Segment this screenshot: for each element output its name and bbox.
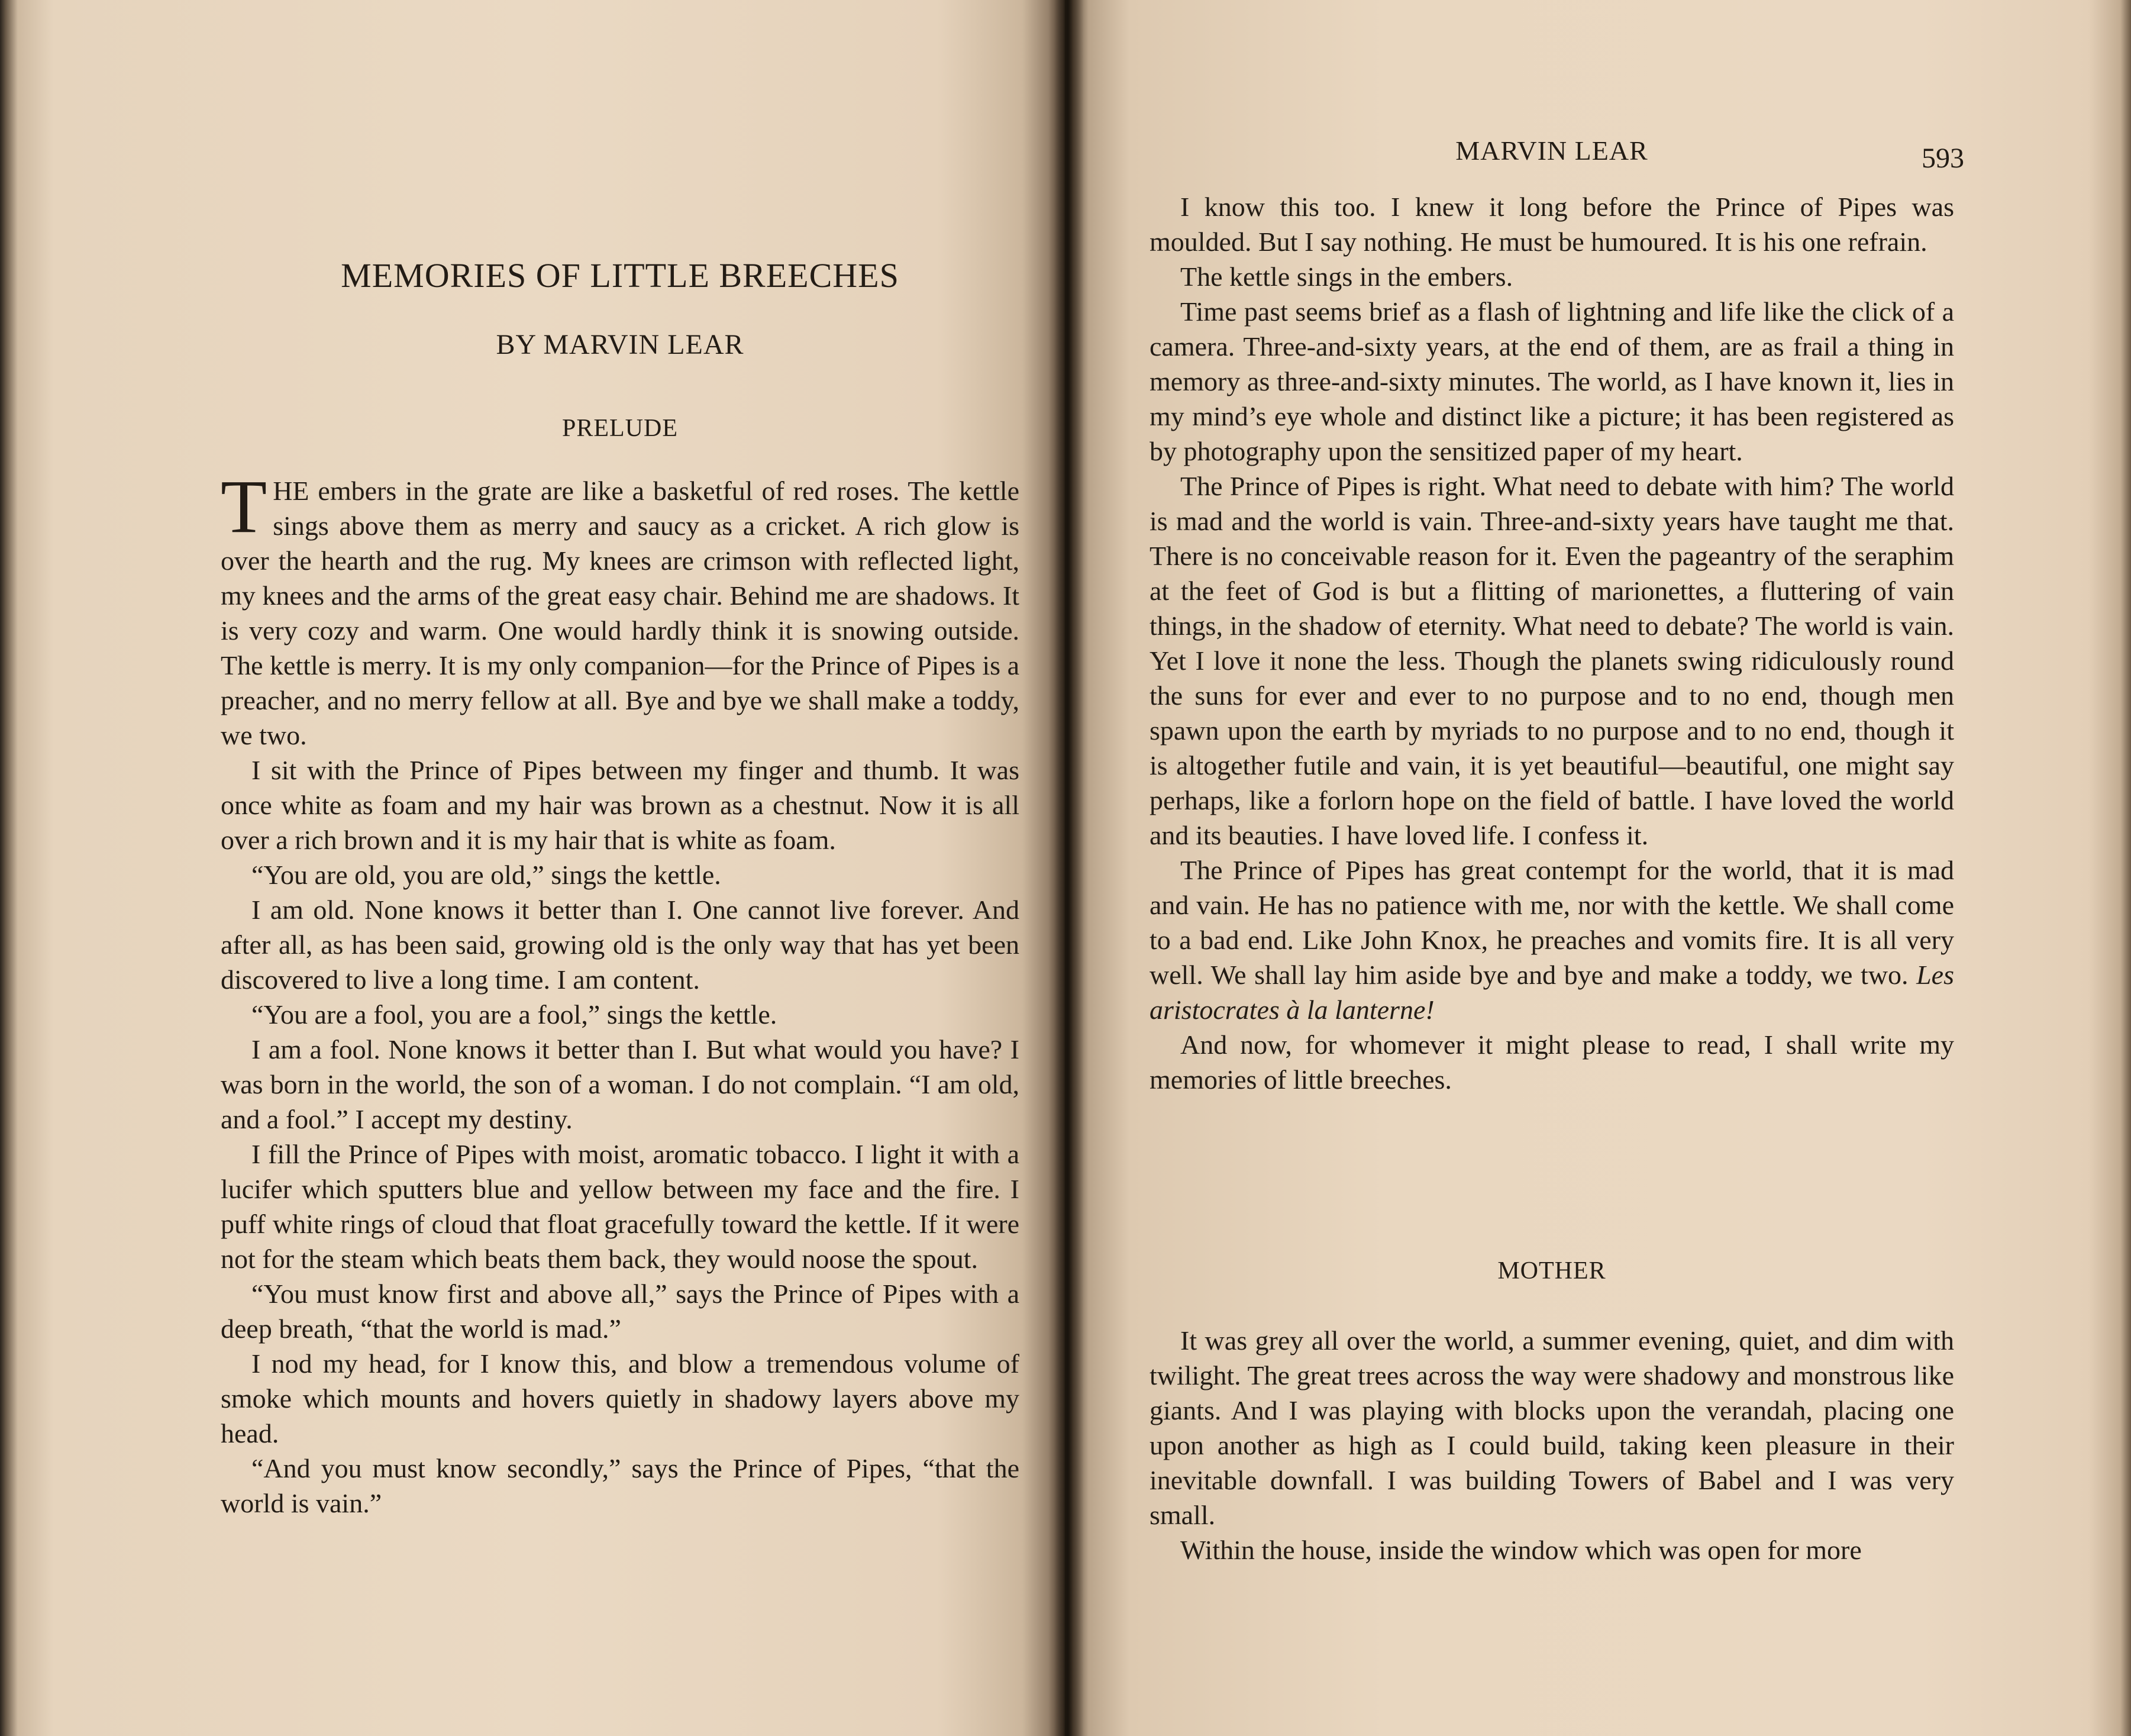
paragraph: “You are a fool, you are a fool,” sings the kettle. bbox=[251, 999, 777, 1030]
paragraph: I nod my head, for I know this, and blow a tremendous volume of smoke which mounts and hovers quietly in shadowy layers above my head. bbox=[221, 1348, 1019, 1448]
running-head: MARVIN LEAR bbox=[1455, 135, 1648, 166]
paragraph: Time past seems brief as a flash of lightning and life like the click of a camera. Three-and-sixty years, at the end of them, are as frail a thing in memory as three-and-sixty minutes. The world, as I have known it, lies in my mind’s eye whole and distinct like a picture; it has been registered as by photography upon the sensitized paper of my heart. bbox=[1150, 296, 1954, 466]
french-phrase: Les aristocrates à la lanterne! bbox=[1150, 960, 1954, 1025]
section-heading-mother: MOTHER bbox=[1497, 1257, 1606, 1285]
paragraph: “And you must know secondly,” says the Prince of Pipes, “that the world is vain.” bbox=[221, 1453, 1019, 1518]
left-text-column bbox=[221, 464, 1019, 1521]
paragraph: I sit with the Prince of Pipes between my finger and thumb. It was once white as foam and my hair was brown as a chestnut. Now it is all over a rich brown and it is my hair that is white as foam. bbox=[221, 755, 1019, 855]
paragraph: “You must know first and above all,” says the Prince of Pipes with a deep breath, “that the world is mad.” bbox=[221, 1279, 1019, 1344]
author-byline: BY MARVIN LEAR bbox=[496, 329, 744, 360]
section-heading-prelude: PRELUDE bbox=[562, 415, 678, 442]
left-page bbox=[0, 0, 1065, 1736]
paragraph: And now, for whomever it might please to read, I shall write my memories of little breeches. bbox=[1150, 1030, 1954, 1095]
paragraph: I am old. None knows it better than I. One cannot live forever. And after all, as has been said, growing old is the only way that has yet been discovered to live a long time. I am content. bbox=[221, 895, 1019, 995]
paragraph: The Prince of Pipes is right. What need to debate with him? The world is mad and the world is vain. Three-and-sixty years have taught me that. There is no conceivable reason for it. Even the pageantry of the seraphim at the feet of God is but a flitting of marionettes, a fluttering of vain things, in the shadow of eternity. What need to debate? The world is vain. Yet I love it none the less. Though the planets swing ridiculously round the suns for ever and ever to no purpose and to no end, though men spawn upon the earth by myriads to no purpose and to no end, though it is altogether futile and vain, it is yet beautiful—beautiful, one might say perhaps, like a forlorn hope on the field of battle. I have loved the world and its beauties. I have loved life. I confess it. bbox=[1150, 471, 1954, 850]
paragraph: “You are old, you are old,” sings the kettle. bbox=[251, 860, 721, 890]
paragraph-knox bbox=[1150, 853, 1954, 1027]
paragraph: It was grey all over the world, a summer evening, quiet, and dim with twilight. The great trees across the way were shadowy and monstrous like giants. And I was playing with blocks upon the verandah, placing one upon another as high as I could build, taking keen pleasure in their inevitable downfall. I was building Towers of Babel and I was very small. bbox=[1150, 1325, 1954, 1530]
paragraph: Within the house, inside the window which was open for more bbox=[1180, 1535, 1862, 1565]
paragraph: I am a fool. None knows it better than I. But what would you have? I was born in the world, the son of a woman. I do not complain. “I am old, and a fool.” I accept my destiny. bbox=[221, 1034, 1019, 1134]
opening-paragraph-text: HE embers in the grate are like a basketful of red roses. The kettle sings above them as merry and saucy as a cricket. A rich glow is over the hearth and the rug. My knees are crimson with reflected light, my knees and the arms of the great easy chair. Behind me are shadows. It is very cozy and warm. One would hardly think it is snowing outside. The kettle is merry. It is my only companion—for the Prince of Pipes is a preacher, and no merry fellow at all. Bye and bye we shall make a toddy, we two. bbox=[221, 476, 1019, 750]
paragraph: The kettle sings in the embers. bbox=[1180, 262, 1513, 292]
paragraph-knox-text: The Prince of Pipes has great contempt for the world, that it is mad and vain. He has no patience with me, nor with the kettle. We shall come to a bad end. Like John Knox, he preaches and vomits fire. It is all very well. We shall lay him aside bye and bye and make a toddy, we two. bbox=[1150, 855, 1954, 990]
right-page bbox=[1065, 0, 2131, 1736]
opening-paragraph bbox=[221, 464, 1019, 753]
chapter-title: MEMORIES OF LITTLE BREECHES bbox=[341, 256, 899, 295]
right-text-column-mother bbox=[1150, 1323, 1954, 1567]
paragraph: I fill the Prince of Pipes with moist, aromatic tobacco. I light it with a lucifer which sputters blue and yellow between my face and the fire. I puff white rings of cloud that float gracefully toward the kettle. If it were not for the steam which beats them back, they would noose the spout. bbox=[221, 1139, 1019, 1274]
book-gutter bbox=[1048, 0, 1084, 1736]
drop-cap: T bbox=[221, 464, 267, 548]
page-number: 593 bbox=[1922, 143, 1964, 174]
right-text-column bbox=[1150, 189, 1954, 1097]
paragraph: I know this too. I knew it long before the Prince of Pipes was moulded. But I say nothing. He must be humoured. It is his one refrain. bbox=[1150, 192, 1954, 257]
